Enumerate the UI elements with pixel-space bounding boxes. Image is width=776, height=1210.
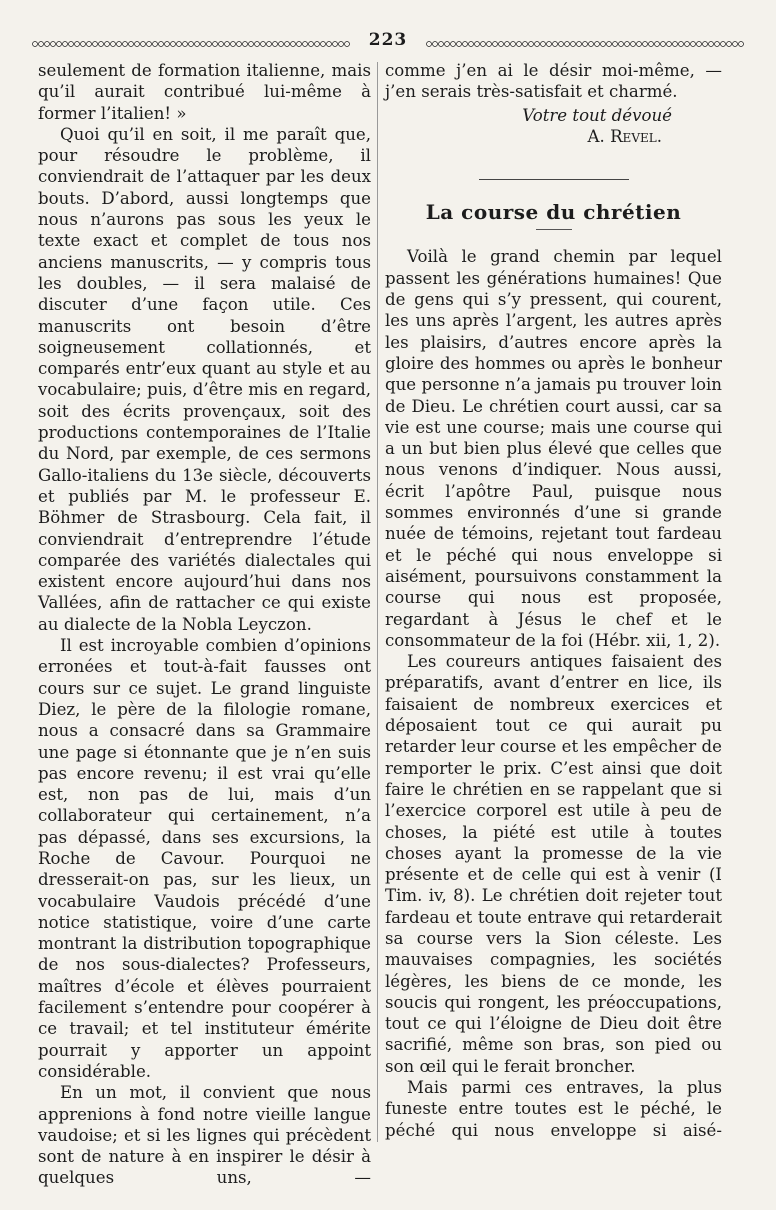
paragraph: Il est incroyable combien d’opinions erronées et tout-à-fait fausses ont cours sur ce sujet. Le grand linguiste Diez, le père de la filologie romane, nous a consacré dans sa Grammaire une page si étonnante que je n’en suis pas encore revenu; il est vrai qu’elle est, non pas de lui, mais d’un collaborateur qui certainement, n’a pas dépassé, dans ses excursions, la Roche de Cavour. Pourquoi ne dresserait-on pas, sur les lieux, un vocabulaire Vaudois précédé d’une notice statistique, voire d’une carte montrant la distribution topographique de nos sous-dialectes? Professeurs, maîtres d’école et élèves pourraient facilement s’entendre pour coopérer à ce travail; et tel instituteur émérite pourrait y apporter un appoint considérable. xyxy=(38,636,371,1081)
title-underline xyxy=(536,229,572,230)
section-title: La course du chrétien xyxy=(425,200,682,225)
header-ornament-left xyxy=(32,41,350,47)
section-separator xyxy=(479,179,629,180)
page-number: 223 xyxy=(368,30,408,50)
letter-closing: Votre tout dévoué xyxy=(522,105,672,125)
column-divider xyxy=(377,62,378,1142)
paragraph: En un mot, il convient que nous apprenions à fond notre vieille langue vaudoise; et si les lignes qui précèdent sont de nature à en inspirer le désir à quelques uns, — xyxy=(38,1083,371,1188)
paragraph: Mais parmi ces entraves, la plus funeste entre toutes est le péché, le péché qui nous enveloppe si aisé- xyxy=(385,1078,722,1140)
paragraph: Quoi qu’il en soit, il me paraît que, pour résoudre le problème, il conviendrait de l’attaquer par les deux bouts. D’abord, aussi longtemps que nous n’aurons pas sous les yeux le texte exact et complet de tous nos anciens manuscrits, — y compris tous les doubles, — il sera malaisé de discuter d’une façon utile. Ces manuscrits ont besoin d’être soigneusement collationnés, et comparés entr’eux quant au style et au vocabulaire; puis, d’être mis en regard, soit des écrits provençaux, soit des productions contemporaines de l’Italie du Nord, par exemple, de ces sermons Gallo-italiens du 13e siècle, découverts et publiés par M. le professeur E. Böhmer de Strasbourg. Cela fait, il conviendrait d’entreprendre l’étude comparée des variétés dialectales qui existent encore aujourd’hui dans nos Vallées, afin de rattacher ce qui existe au dialecte de la Nobla Leyczon. xyxy=(38,124,371,634)
paragraph: seulement de formation italienne, mais qu’il aurait contribué lui-même à former l’italien! » xyxy=(38,61,371,123)
left-column xyxy=(38,60,371,1189)
letter-signature: A. Revel. xyxy=(587,126,662,146)
letter-ending: comme j’en ai le désir moi-même, — j’en serais très-satisfait et charmé. xyxy=(385,61,722,102)
paragraph: Voilà le grand chemin par lequel passent les générations humaines! Que de gens qui s’y pressent, qui courent, les uns après l’argent, les autres après les plaisirs, d’autres encore après la gloire des hommes ou après le bonheur que personne n’a jamais pu trouver loin de Dieu. Le chrétien court aussi, car sa vie est une course; mais une course qui a un but bien plus élevé que celles que nous venons d’indiquer. Nous aussi, écrit l’apôtre Paul, puisque nous sommes environnés d’une si grande nuée de témoins, rejetant tout fardeau et le péché qui nous enveloppe si aisément, poursuivons constamment la course qui nous est proposée, regardant à Jésus le chef et le consommateur de la foi (Hébr. xii, 1, 2). xyxy=(385,247,722,650)
page-header xyxy=(32,30,744,54)
header-ornament-right xyxy=(426,41,744,47)
right-column xyxy=(385,60,722,1141)
paragraph: Les coureurs antiques faisaient des préparatifs, avant d’entrer en lice, ils faisaient de nombreux exercices et déposaient tout ce qui aurait pu retarder leur course et les empêcher de remporter le prix. C’est ainsi que doit faire le chrétien en se rappelant que si l’exercice corporel est utile à peu de choses, la piété est utile à toutes choses ayant la promesse de la vie présente et de celle qui est à venir (I Tim. iv, 8). Le chrétien doit rejeter tout fardeau et toute entrave qui retarderait sa course vers la Sion céleste. Les mauvaises compagnies, les sociétés légères, les biens de ce monde, les soucis qui rongent, les préoccupations, tout ce qui l’éloigne de Dieu doit être sacrifié, même son bras, son pied ou son œil qui le ferait broncher. xyxy=(385,652,722,1076)
